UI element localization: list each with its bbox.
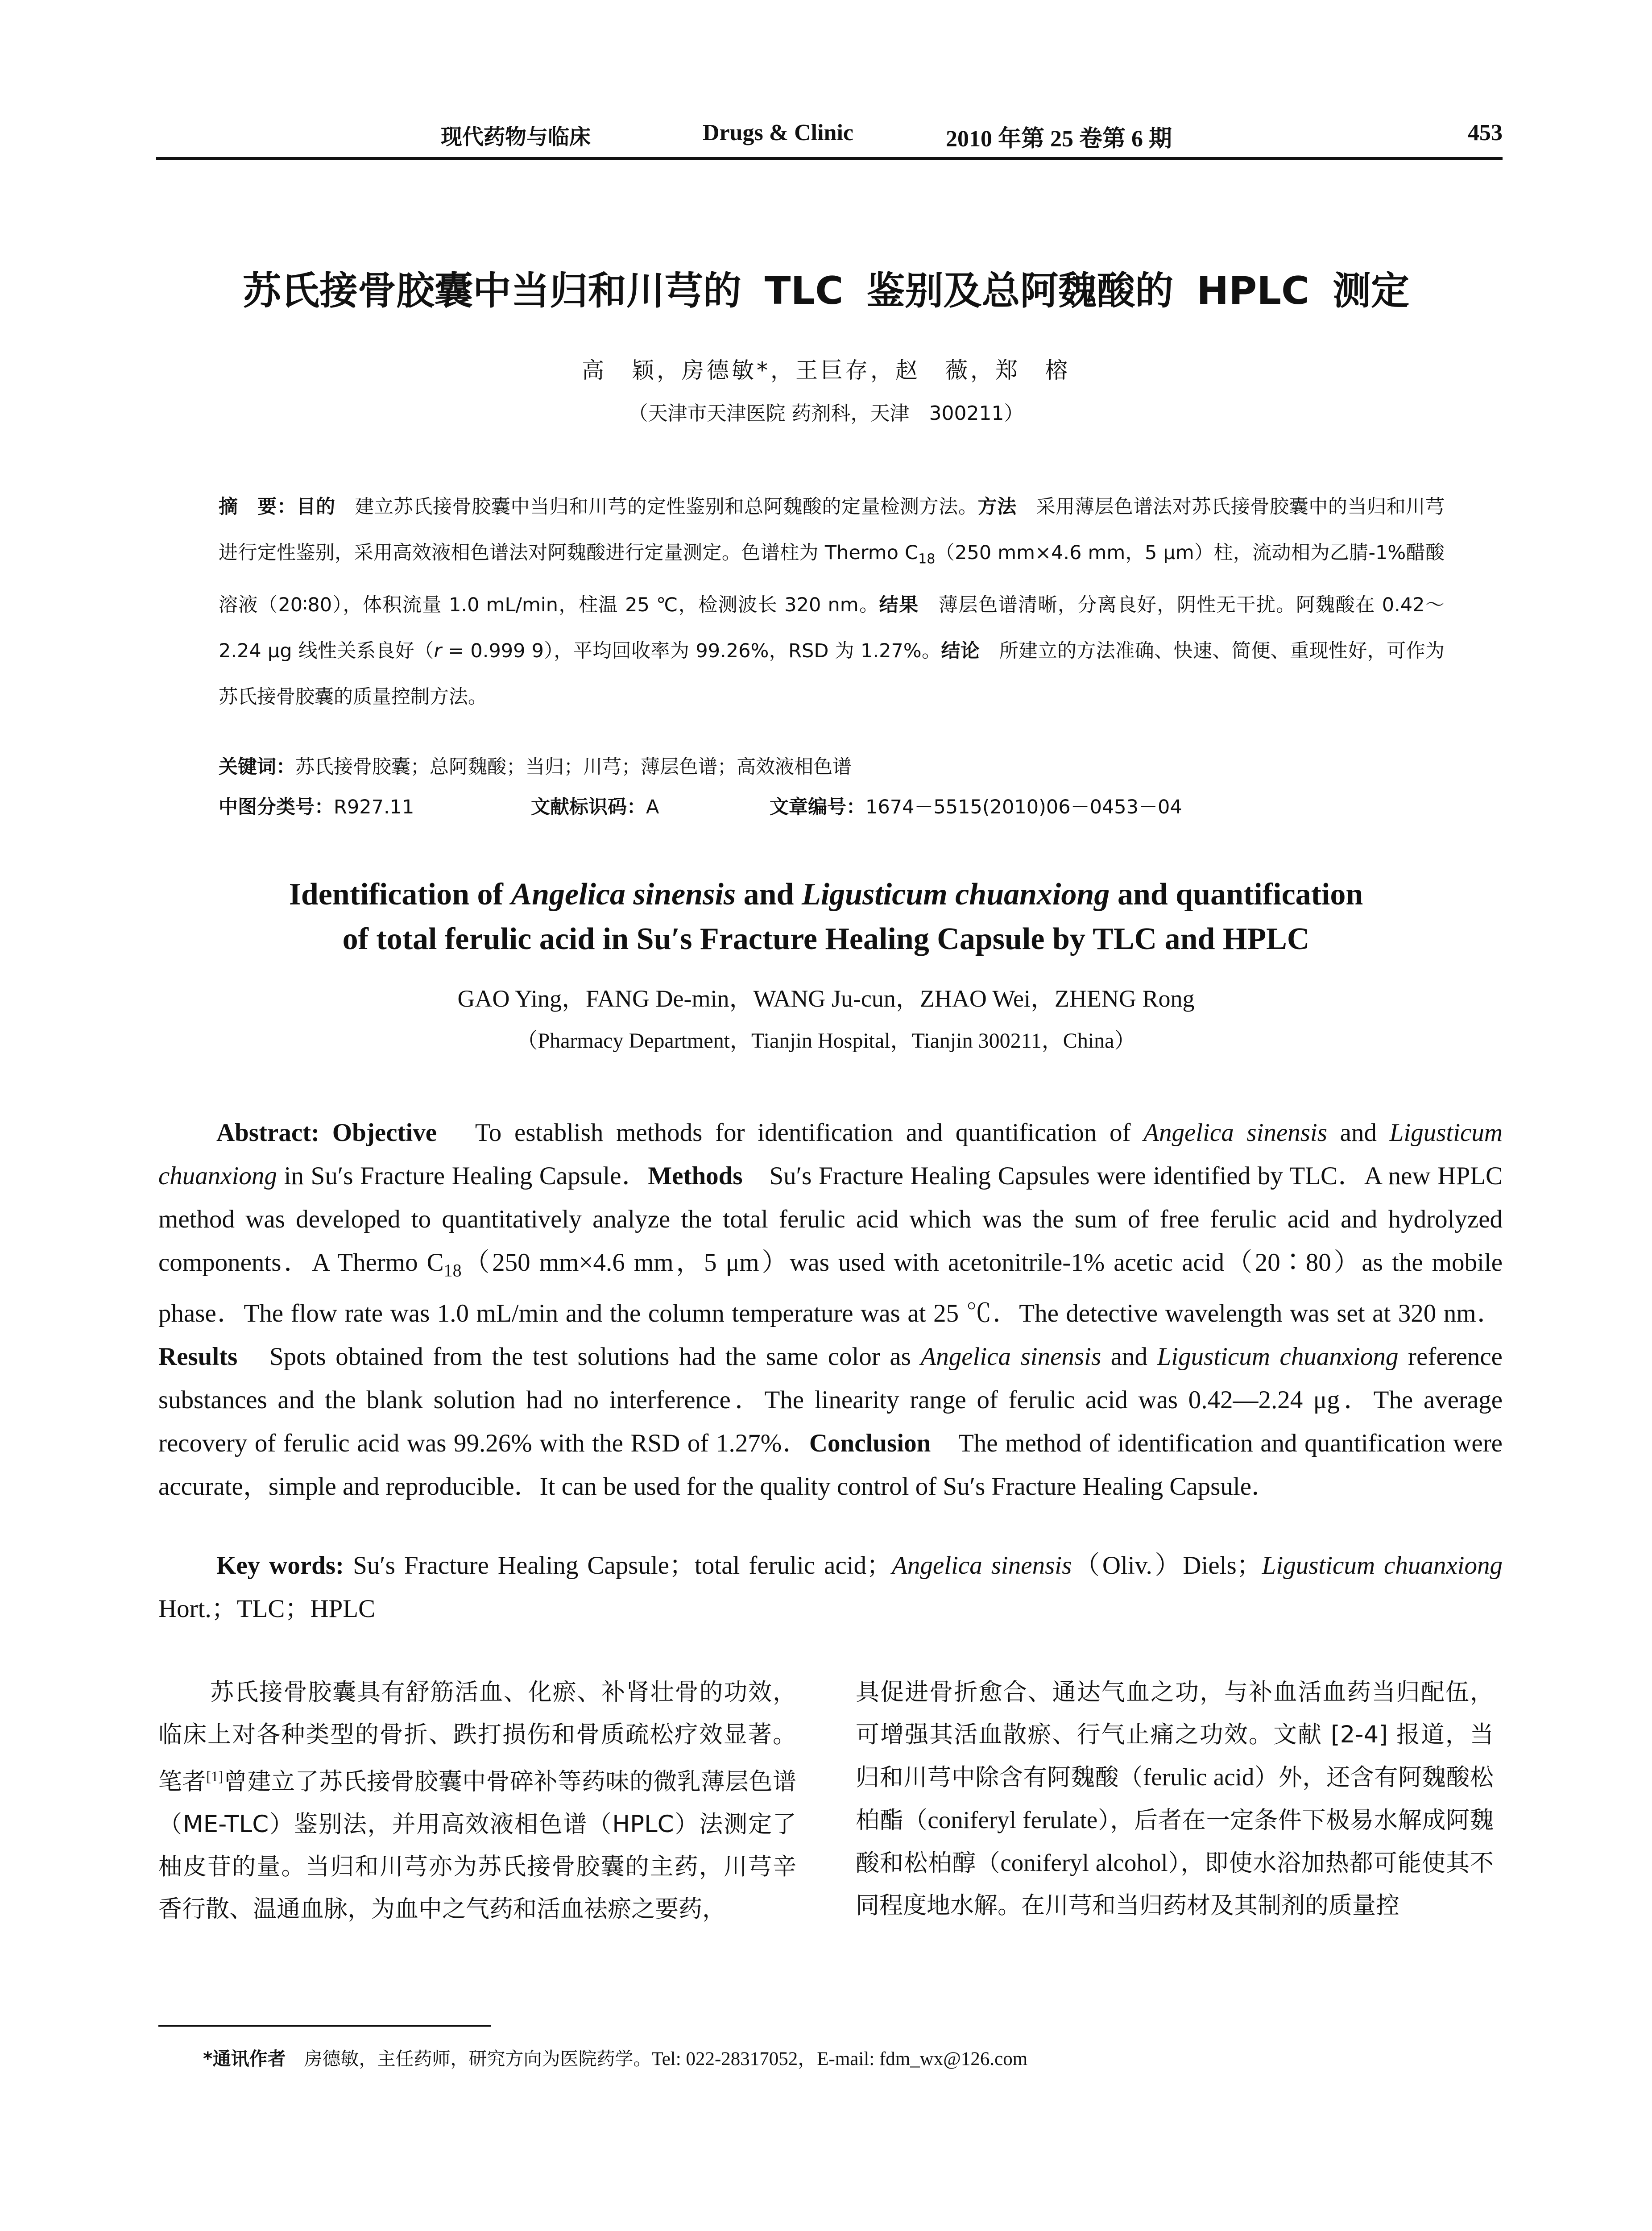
species-name: Ligusticum chuanxiong xyxy=(1157,1343,1399,1371)
title-cn: 苏氏接骨胶囊中当归和川芎的 TLC 鉴别及总阿魏酸的 HPLC 测定 xyxy=(242,269,1410,313)
body-text-en: coniferyl alcohol xyxy=(1000,1849,1168,1876)
issue-info: 2010 年第 25 卷第 6 期 xyxy=(946,126,1172,152)
authors-en: GAO Ying，FANG De-min，WANG Ju-cun，ZHAO Wei，ZHENG Rong xyxy=(457,985,1195,1012)
methods-text-cn: 采用薄层色谱法对苏氏接骨胶囊中的当归和川芎进行定性鉴别，采用高效液相色谱法对阿魏酸进行定量测定。色谱柱为 Thermo C xyxy=(219,496,1445,564)
results-text-en: and xyxy=(1101,1343,1157,1371)
conclusion-label-cn: 结论 xyxy=(941,639,980,662)
doc-label: 文献标识码： xyxy=(531,796,646,818)
title-en-line-2: of total ferulic acid in Su′s Fracture Healing Capsule by TLC and HPLC xyxy=(342,922,1310,956)
body-text-en: coniferyl ferulate xyxy=(927,1806,1098,1833)
authors-cn: 高 颖，房德敏*，王巨存，赵 薇，郑 榕 xyxy=(582,357,1070,383)
title-en-part: Identification of xyxy=(289,877,511,912)
journal-name-en: Drugs & Clinic xyxy=(703,120,853,145)
title-en-species-1: Angelica sinensis xyxy=(511,877,736,912)
doc-value: A xyxy=(646,796,659,818)
keywords-label-cn: 关键词： xyxy=(219,756,295,778)
page-number: 453 xyxy=(1468,120,1503,145)
methods-label-cn: 方法 xyxy=(977,496,1017,518)
keywords-cn xyxy=(219,744,1445,790)
classification-row xyxy=(219,792,1445,838)
keywords-en xyxy=(158,1544,1503,1630)
column-subscript-en: 18 xyxy=(443,1260,462,1281)
footnote-rule xyxy=(158,2025,491,2027)
methods-text-en: Su′s Fracture Healing Capsules were identified by TLC．A new HPLC method was developed to quantitatively analyze the total ferulic acid which was the sum of free ferulic acid and hydrolyzed components．A Thermo C xyxy=(158,1162,1503,1277)
header-rule xyxy=(156,157,1503,160)
clc-value: R927.11 xyxy=(334,796,414,818)
article-number xyxy=(770,792,1182,819)
body-column-right xyxy=(856,1671,1494,1927)
article-value: 1674－5515(2010)06－0453－04 xyxy=(865,796,1182,818)
methods-label-en: Methods xyxy=(648,1162,743,1190)
body-text: 具促进骨折愈合、通达气血之功，与补血活血药当归配伍，可增强其活血散瘀、行气止痛之功效。文献 [2-4] 报道，当归和川芎中除含有阿魏酸（ xyxy=(856,1679,1494,1791)
article-label: 文章编号： xyxy=(770,796,865,818)
title-en-part: and xyxy=(736,877,802,912)
results-text-cn-2: = 0.999 9），平均回收率为 99.26%，RSD 为 1.27%。 xyxy=(442,639,941,662)
title-en-species-2: Ligusticum chuanxiong xyxy=(801,877,1110,912)
body-text-en: ferulic acid xyxy=(1143,1763,1255,1791)
species-name: Ligusticum chuanxiong xyxy=(158,1119,1503,1190)
column-subscript-cn: 18 xyxy=(918,551,936,567)
keywords-label-en: Key words: xyxy=(216,1551,344,1580)
species-name: Angelica sinensis xyxy=(920,1343,1101,1371)
body-text: ），即使水浴加热都可能使其不同程度地水解。在川芎和当归药材及其制剂的质量控 xyxy=(856,1849,1494,1919)
abstract-en xyxy=(158,1111,1503,1508)
footnote-text: 房德敏，主任药师，研究方向为医院药学。 xyxy=(286,2048,652,2069)
keywords-text-en: （Oliv.）Diels； xyxy=(1072,1551,1262,1580)
document-code xyxy=(531,792,659,819)
running-header xyxy=(156,120,1503,155)
methods-text-cn-2: （250 mm×4.6 mm，5 μm）柱，流动相为乙腈-1%醋酸溶液（20∶80），体积流量 1.0 mL/min，柱温 25 ℃，检测波长 320 nm。 xyxy=(219,542,1445,616)
title-en xyxy=(0,872,1652,962)
objective-label-cn: 目的 xyxy=(296,496,335,518)
results-text-en: Spots obtained from the test solutions had the same color as xyxy=(237,1343,921,1371)
clc-label: 中图分类号： xyxy=(219,796,334,818)
results-text-cn: 薄层色谱清晰，分离良好，阴性无干扰。阿魏酸在 0.42～2.24 μg 线性关系良好（ xyxy=(219,593,1445,662)
objective-text-en: in Su′s Fracture Healing Capsule． xyxy=(277,1162,648,1190)
conclusion-label-en: Conclusion xyxy=(809,1429,931,1458)
clc-number xyxy=(219,792,414,819)
r-symbol: r xyxy=(434,639,442,662)
keywords-text-cn: 苏氏接骨胶囊；总阿魏酸；当归；川芎；薄层色谱；高效液相色谱 xyxy=(295,756,852,778)
journal-name-cn: 现代药物与临床 xyxy=(441,124,591,149)
affiliation-cn: （天津市天津医院 药剂科，天津 300211） xyxy=(628,402,1024,425)
abstract-label-en: Abstract: Objective xyxy=(216,1119,437,1147)
objective-text-en: To establish methods for identification and quantification of xyxy=(437,1119,1144,1147)
methods-text-en-2: （250 mm×4.6 mm，5 μm）was used with acetonitrile-1% acetic acid（20∶80）as the mobile phase．The flow rate was 1.0 mL/min and the column temperature was at 25 ℃．The detective wavelength was set at 320 nm． xyxy=(158,1248,1503,1328)
objective-text-en: and xyxy=(1327,1119,1390,1147)
body-text: 曾建立了苏氏接骨胶囊中骨碎补等药味的微乳薄层色谱（ME-TLC）鉴别法，并用高效液相色谱（HPLC）法测定了柚皮苷的量。当归和川芎亦为苏氏接骨胶囊的主药，川芎辛香行散、温通血脉，为血中之气药和活血祛瘀之要药， xyxy=(158,1768,797,1923)
results-text-en: reference substances and the blank solution had no interference．The linearity range of ferulic acid was 0.42—2.24 μg．The average recovery of ferulic acid was 99.26% with the RSD of 1.27%． xyxy=(158,1343,1503,1458)
footnote-contact: Tel: 022-28317052，E-mail: fdm_wx@126.com xyxy=(651,2049,1028,2069)
keywords-text-en: Su′s Fracture Healing Capsule；total ferulic acid； xyxy=(344,1551,892,1580)
footnote xyxy=(203,2044,1027,2071)
body-column-left xyxy=(158,1671,796,1930)
title-en-part: and quantification xyxy=(1110,877,1363,912)
abstract-cn xyxy=(219,484,1445,720)
objective-text-cn: 建立苏氏接骨胶囊中当归和川芎的定性鉴别和总阿魏酸的定量检测方法。 xyxy=(335,496,978,518)
species-name: Angelica sinensis xyxy=(1143,1119,1327,1147)
conclusion-text-cn: 所建立的方法准确、快速、简便、重现性好，可作为苏氏接骨胶囊的质量控制方法。 xyxy=(219,639,1445,708)
body-text: ）外，还含有阿魏酸松柏酯（ xyxy=(856,1764,1494,1834)
body-text: ），后者在一定条件下极易水解成阿魏酸和松柏醇（ xyxy=(856,1807,1494,1877)
species-name: Ligusticum chuanxiong xyxy=(1262,1551,1503,1580)
affiliation-en: （Pharmacy Department，Tianjin Hospital，Tianjin 300211，China） xyxy=(516,1029,1136,1053)
body-text: 苏氏接骨胶囊具有舒筋活血、化瘀、补肾壮骨的功效，临床上对各种类型的骨折、跌打损伤和骨质疏松疗效显著。笔者 xyxy=(158,1679,796,1796)
conclusion-text-en: The method of identification and quantification were accurate，simple and reproducible．It can be used for the quality control of Su′s Fracture Healing Capsule． xyxy=(158,1429,1503,1501)
keywords-text-en: Hort.；TLC；HPLC xyxy=(158,1595,376,1623)
abstract-label-cn: 摘 要： xyxy=(219,496,297,518)
species-name: Angelica sinensis xyxy=(892,1551,1072,1580)
results-label-cn: 结果 xyxy=(879,593,919,616)
footnote-label: *通讯作者 xyxy=(203,2048,286,2069)
citation-ref: [1] xyxy=(206,1769,224,1785)
results-label-en: Results xyxy=(158,1343,238,1371)
